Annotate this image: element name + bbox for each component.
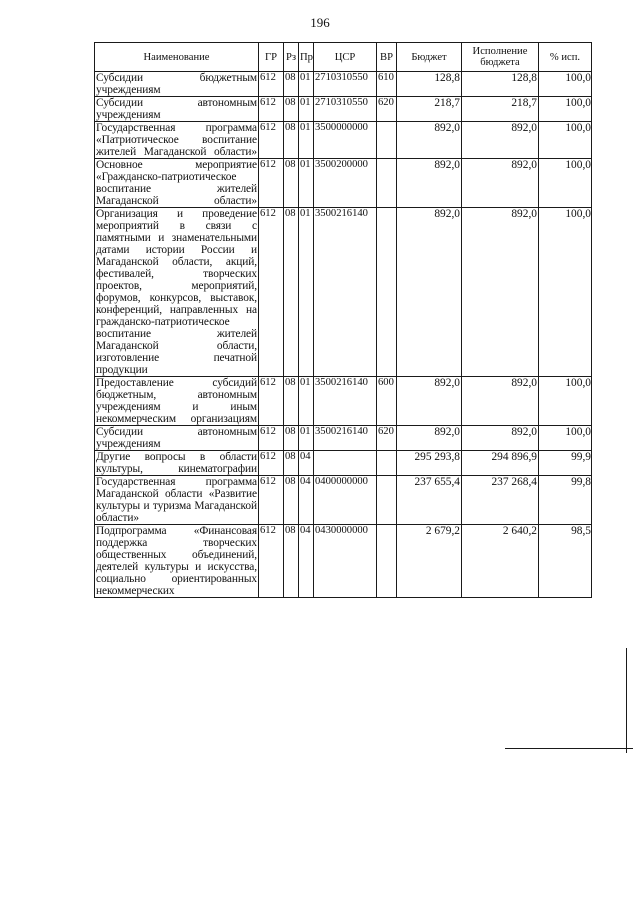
row-name: Предоставление субсидий бюджетным, автономным учреждениям и иным некоммерческим организациям [96,377,257,425]
row-pct: 100,0 [539,97,592,122]
row-pr: 04 [299,451,314,476]
table-row [95,122,592,159]
header-pr: Пр [299,43,314,72]
row-pct: 100,0 [539,122,592,159]
row-budget: 2 679,2 [397,525,462,598]
row-csr: 3500216140 [314,377,377,426]
row-name: Субсидии автономным учреждениям [96,97,257,121]
row-csr: 3500216140 [314,426,377,451]
row-csr: 2710310550 [314,72,377,97]
header-name: Наименование [95,43,259,72]
row-budget: 237 655,4 [397,476,462,525]
row-pr: 01 [299,159,314,208]
row-rz: 08 [284,451,299,476]
row-budget: 892,0 [397,426,462,451]
budget-table [94,42,592,598]
row-pct: 100,0 [539,159,592,208]
row-csr: 3500200000 [314,159,377,208]
row-csr: 0430000000 [314,525,377,598]
table-row [95,97,592,122]
row-name: Субсидии бюджетным учреждениям [96,72,257,96]
row-rz: 08 [284,97,299,122]
row-gr: 612 [259,208,284,377]
row-gr: 612 [259,159,284,208]
row-name: Подпрограмма «Финансовая поддержка творческих общественных объединений, деятелей культуры и искусства, социально ориентированных некоммерческих [96,525,257,597]
header-execution: Исполнение бюджета [462,43,539,72]
row-vr [377,208,397,377]
row-execution: 128,8 [462,72,539,97]
row-rz: 08 [284,426,299,451]
row-pr: 04 [299,476,314,525]
row-budget: 892,0 [397,122,462,159]
table-row [95,426,592,451]
row-csr: 2710310550 [314,97,377,122]
row-csr [314,451,377,476]
row-pr: 01 [299,122,314,159]
row-budget: 892,0 [397,377,462,426]
row-gr: 612 [259,97,284,122]
row-rz: 08 [284,122,299,159]
row-vr [377,122,397,159]
row-pr: 01 [299,208,314,377]
header-rz: Рз [284,43,299,72]
row-vr [377,159,397,208]
row-execution: 892,0 [462,208,539,377]
row-gr: 612 [259,451,284,476]
row-budget: 128,8 [397,72,462,97]
row-execution: 892,0 [462,122,539,159]
row-gr: 612 [259,476,284,525]
table-row [95,476,592,525]
table-row [95,451,592,476]
page-number: 196 [310,15,330,30]
row-csr: 3500216140 [314,208,377,377]
table-row [95,159,592,208]
row-rz: 08 [284,525,299,598]
header-vr: ВР [377,43,397,72]
table-header-row [95,43,592,72]
row-csr: 3500000000 [314,122,377,159]
row-pct: 100,0 [539,72,592,97]
row-pct: 98,5 [539,525,592,598]
row-pr: 01 [299,426,314,451]
row-vr: 610 [377,72,397,97]
row-gr: 612 [259,525,284,598]
table-row [95,525,592,598]
header-budget: Бюджет [397,43,462,72]
row-pct: 100,0 [539,426,592,451]
row-execution: 218,7 [462,97,539,122]
row-pr: 01 [299,72,314,97]
row-name: Субсидии автономным учреждениям [96,426,257,450]
row-name: Государственная программа Магаданской области «Развитие культуры и туризма Магаданской области» [96,476,257,524]
row-vr [377,476,397,525]
row-vr: 600 [377,377,397,426]
row-name: Государственная программа «Патриотическое воспитание жителей Магаданской области» [96,122,257,158]
row-budget: 892,0 [397,208,462,377]
scan-edge-line-vertical [626,648,627,753]
row-execution: 2 640,2 [462,525,539,598]
row-execution: 892,0 [462,377,539,426]
row-pct: 99,8 [539,476,592,525]
header-pct: % исп. [539,43,592,72]
row-vr [377,451,397,476]
row-pr: 04 [299,525,314,598]
row-pct: 100,0 [539,208,592,377]
row-vr [377,525,397,598]
row-budget: 218,7 [397,97,462,122]
row-pr: 01 [299,97,314,122]
row-vr: 620 [377,426,397,451]
header-gr: ГР [259,43,284,72]
table-row [95,208,592,377]
row-gr: 612 [259,72,284,97]
row-gr: 612 [259,377,284,426]
table-row [95,72,592,97]
header-csr: ЦСР [314,43,377,72]
row-execution: 892,0 [462,426,539,451]
row-budget: 892,0 [397,159,462,208]
row-csr: 0400000000 [314,476,377,525]
row-pct: 100,0 [539,377,592,426]
row-rz: 08 [284,72,299,97]
row-execution: 294 896,9 [462,451,539,476]
table-row [95,377,592,426]
row-rz: 08 [284,377,299,426]
row-execution: 237 268,4 [462,476,539,525]
row-gr: 612 [259,426,284,451]
row-vr: 620 [377,97,397,122]
row-name: Основное мероприятие «Гражданско-патриотическое воспитание жителей Магаданской области» [96,159,257,207]
row-gr: 612 [259,122,284,159]
row-rz: 08 [284,159,299,208]
scan-edge-line-horizontal [505,748,633,749]
row-name: Организация и проведение мероприятий в связи с памятными и знаменательными датами истории России и Магаданской области, акций, фестивалей, творческих проектов, мероприятий, форумов, конкурсов, выставок, конференций, направленных на гражданско-патриотическое воспитание жителей Магаданской области, изготовление печатной продукции [96,208,257,376]
row-execution: 892,0 [462,159,539,208]
row-pct: 99,9 [539,451,592,476]
row-rz: 08 [284,476,299,525]
row-budget: 295 293,8 [397,451,462,476]
row-rz: 08 [284,208,299,377]
row-name: Другие вопросы в области культуры, кинематографии [96,451,257,475]
row-pr: 01 [299,377,314,426]
